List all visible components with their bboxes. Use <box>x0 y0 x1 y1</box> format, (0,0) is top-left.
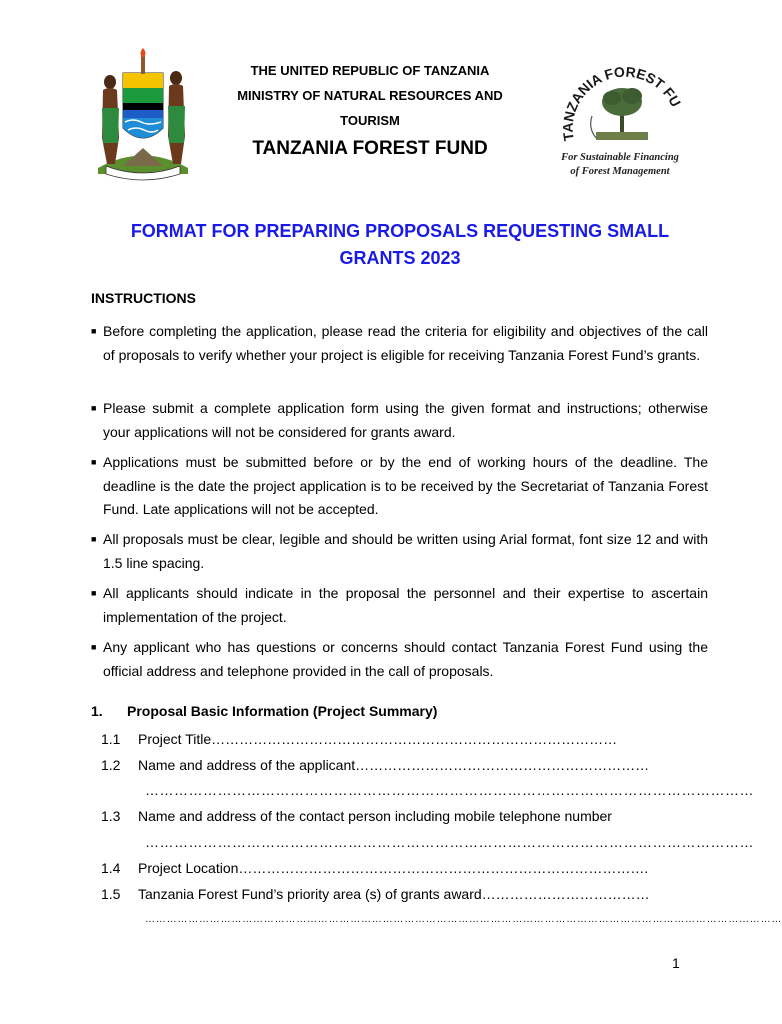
page-number: 1 <box>672 955 680 971</box>
document-title-line2: GRANTS 2023 <box>339 248 461 268</box>
bullet-icon: ■ <box>91 588 97 598</box>
bullet-icon: ■ <box>91 403 97 413</box>
header-ministry: MINISTRY OF NATURAL RESOURCES AND <box>237 88 503 103</box>
coat-of-arms <box>88 48 198 183</box>
instruction-text: Any applicant who has questions or concerns should contact Tanzania Forest Fund using the official address and telephone provided in the call of proposals. <box>103 639 708 679</box>
instruction-item <box>91 582 708 629</box>
instruction-text: Before completing the application, please read the criteria for eligibility and objectives of the call of proposals to verify whether your project is eligible for receiving Tanzania Forest Fund’s grants. <box>103 323 708 363</box>
item-number: 1.5 <box>101 886 121 902</box>
fill-in-line[interactable]: …………………………………………………………………………………………………………………………………………………………… <box>145 914 782 925</box>
instruction-item <box>91 320 708 367</box>
contact-person-field[interactable]: Name and address of the contact person including mobile telephone number <box>138 808 612 824</box>
fill-in-line[interactable]: ……………………………………………………………………………………………………………… <box>145 834 754 850</box>
tff-logo-caption-2: of Forest Management <box>570 166 670 177</box>
applicant-name-field[interactable]: Name and address of the applicant……………………………………………………… <box>138 757 650 773</box>
section-title: Proposal Basic Information (Project Summary) <box>127 703 438 719</box>
bullet-icon: ■ <box>91 534 97 544</box>
tff-logo <box>556 52 686 152</box>
section-number: 1. <box>91 703 103 719</box>
item-number: 1.1 <box>101 731 121 747</box>
instructions-heading: INSTRUCTIONS <box>91 290 196 306</box>
item-number: 1.4 <box>101 860 121 876</box>
item-number: 1.3 <box>101 808 121 824</box>
priority-area-field[interactable]: Tanzania Forest Fund’s priority area (s) of grants award……………………………… <box>138 886 650 902</box>
coat-of-arms-icon <box>88 48 198 183</box>
bullet-icon: ■ <box>91 642 97 652</box>
fill-in-line[interactable]: ……………………………………………………………………………………………………………… <box>145 782 754 798</box>
project-title-field[interactable]: Project Title…………………………………………………………………………… <box>138 731 618 747</box>
tff-logo-arc-text: TANZANIA FOREST FU <box>559 63 685 142</box>
instruction-text: Please submit a complete application form using the given format and instructions; otherwise your applications will not be considered for grants award. <box>103 400 708 440</box>
header-fund-name: TANZANIA FOREST FUND <box>252 138 488 159</box>
instruction-text: All applicants should indicate in the proposal the personnel and their expertise to ascertain implementation of the project. <box>103 585 708 625</box>
instruction-text: All proposals must be clear, legible and should be written using Arial format, font size 12 and with 1.5 line spacing. <box>103 531 708 571</box>
instruction-item <box>91 636 708 683</box>
document-title-line1: FORMAT FOR PREPARING PROPOSALS REQUESTING SMALL <box>130 221 670 241</box>
instruction-item <box>91 397 708 444</box>
project-location-field[interactable]: Project Location……………………………………………………………………………. <box>138 860 649 876</box>
bullet-icon: ■ <box>91 457 97 467</box>
bullet-icon: ■ <box>91 326 97 336</box>
header-republic: THE UNITED REPUBLIC OF TANZANIA <box>250 63 490 78</box>
tff-logo-icon <box>556 52 686 152</box>
instruction-text: Applications must be submitted before or by the end of working hours of the deadline. The deadline is the date the project application is to be received by the Secretariat of Tanzania Forest Fund. Late applications will not be accepted. <box>103 454 708 517</box>
instruction-item <box>91 451 708 522</box>
instruction-item <box>91 528 708 575</box>
header-tourism: TOURISM <box>340 113 400 128</box>
tff-logo-caption-1: For Sustainable Financing <box>561 152 679 163</box>
item-number: 1.2 <box>101 757 121 773</box>
